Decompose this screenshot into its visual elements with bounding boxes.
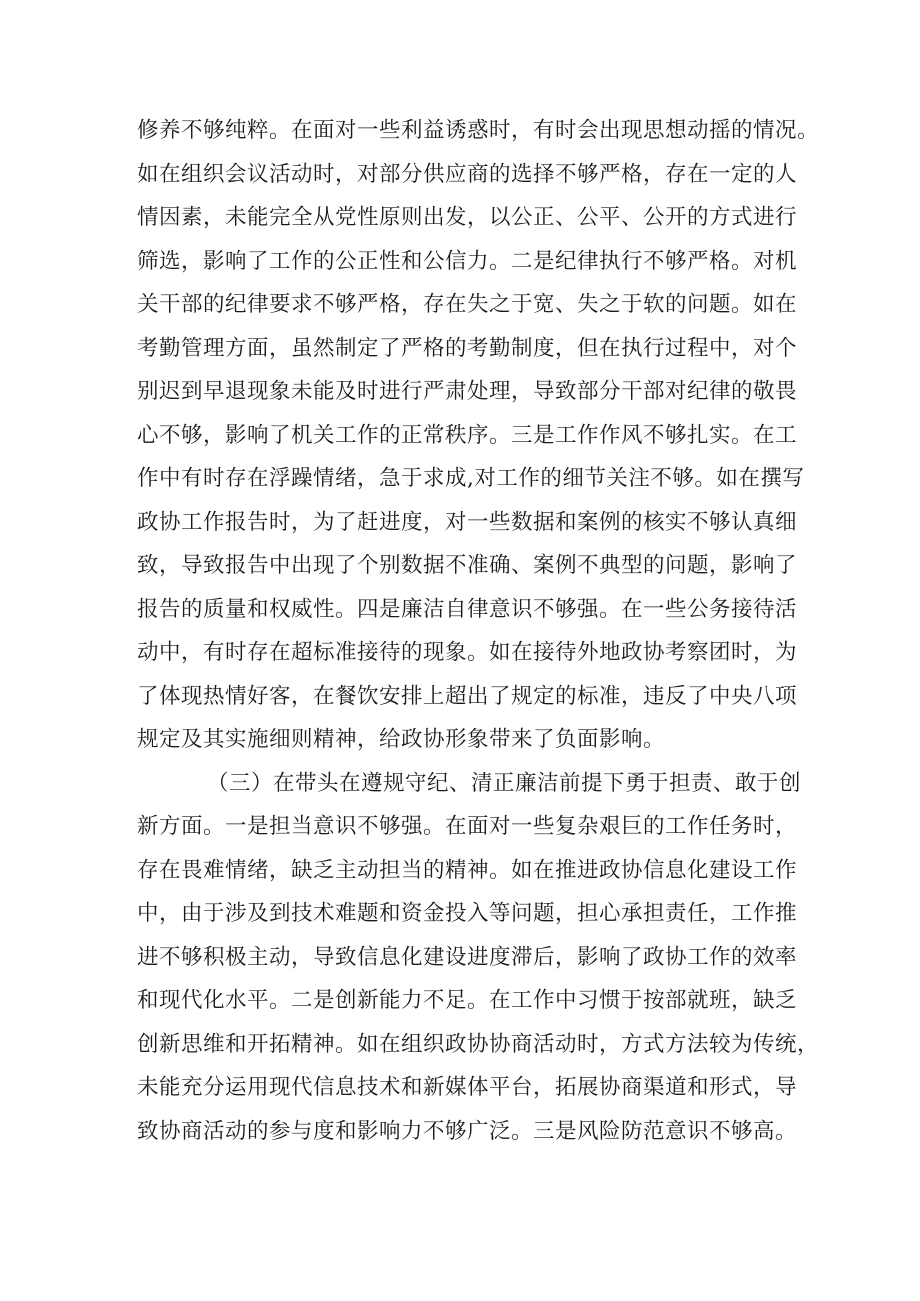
text-line: 规定及其实施细则精神，给政协形象带来了负面影响。 [137, 727, 666, 752]
text-line: 关干部的纪律要求不够严格，存在失之于宽、失之于软的问题。如在 [137, 292, 798, 317]
text-line: 作中有时存在浮躁情绪，急于求成,对工作的细节关注不够。如在撰写 [137, 466, 805, 491]
text-line: 动中，有时存在超标准接待的现象。如在接待外地政协考察团时，为 [137, 640, 798, 665]
text-line: 了体现热情好客，在餐饮安排上超出了规定的标准，违反了中央八项 [137, 684, 798, 709]
text-line: 未能充分运用现代信息技术和新媒体平台，拓展协商渠道和形式，导 [137, 1075, 798, 1100]
section-heading-line: （三）在带头在遵规守纪、清正廉洁前提下勇于担责、敢于创 [207, 771, 802, 796]
text-line: 新方面。一是担当意识不够强。在面对一些复杂艰巨的工作任务时， [137, 814, 798, 839]
text-line: 致，导致报告中出现了个别数据不准确、案例不典型的问题，影响了 [137, 553, 798, 578]
text-line: 情因素，未能完全从党性原则出发，以公正、公平、公开的方式进行 [137, 205, 798, 230]
text-line: 如在组织会议活动时，对部分供应商的选择不够严格，存在一定的人 [137, 162, 798, 187]
text-line: 和现代化水平。二是创新能力不足。在工作中习惯于按部就班，缺乏 [137, 988, 798, 1013]
text-line: 进不够积极主动，导致信息化建设进度滞后，影响了政协工作的效率 [137, 945, 798, 970]
text-line: 筛选，影响了工作的公正性和公信力。二是纪律执行不够严格。对机 [137, 249, 798, 274]
text-line: 存在畏难情绪，缺乏主动担当的精神。如在推进政协信息化建设工作 [137, 858, 798, 883]
text-line: 考勤管理方面，虽然制定了严格的考勤制度，但在执行过程中，对个 [137, 336, 798, 361]
text-line: 中，由于涉及到技术难题和资金投入等问题，担心承担责任，工作推 [137, 901, 798, 926]
text-line: 政协工作报告时，为了赶进度，对一些数据和案例的核实不够认真细 [137, 510, 798, 535]
text-line: 报告的质量和权威性。四是廉洁自律意识不够强。在一些公务接待活 [137, 597, 798, 622]
text-line: 创新思维和开拓精神。如在组织政协协商活动时，方式方法较为传统， [137, 1032, 820, 1057]
text-line: 修养不够纯粹。在面对一些利益诱惑时，有时会出现思想动摇的情况。 [137, 118, 820, 143]
text-line: 别迟到早退现象未能及时进行严肃处理，导致部分干部对纪律的敬畏 [137, 379, 798, 404]
text-line: 致协商活动的参与度和影响力不够广泛。三是风险防范意识不够高。 [137, 1119, 798, 1144]
text-line: 心不够，影响了机关工作的正常秩序。三是工作作风不够扎实。在工 [137, 423, 798, 448]
